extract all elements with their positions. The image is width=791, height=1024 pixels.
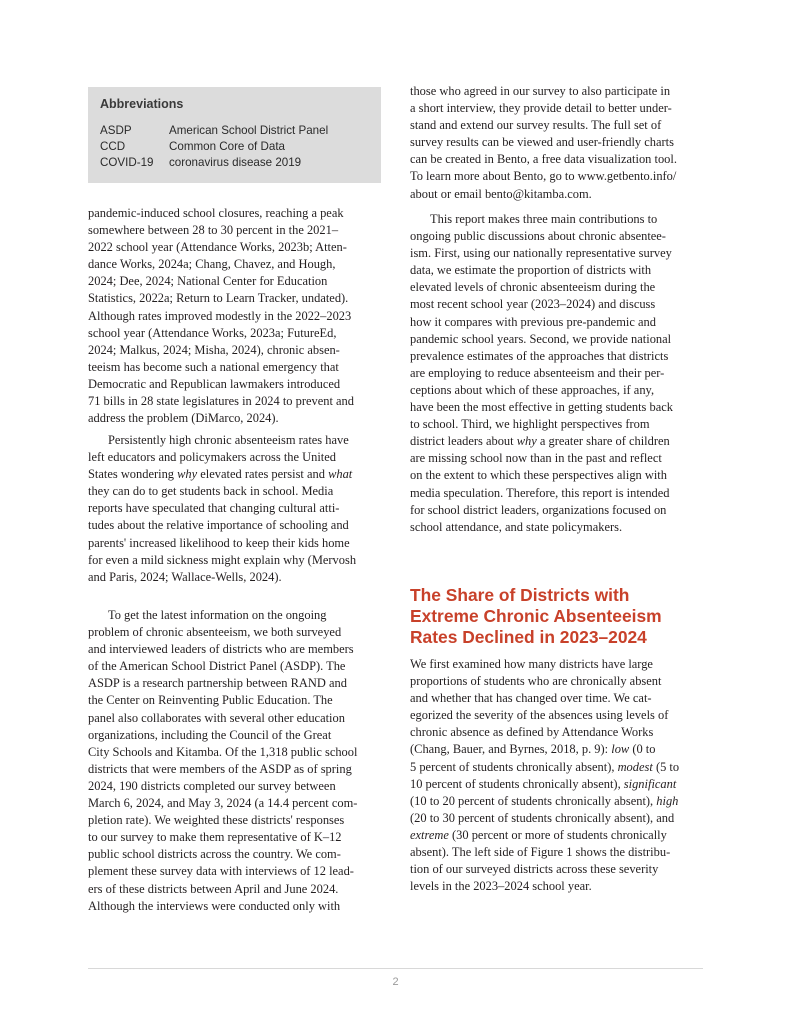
- text-line: 2024, 190 districts completed our survey between: [88, 778, 336, 793]
- text-line: for school district leaders, organizations focused on: [410, 502, 667, 517]
- text-line: absent). The left side of Figure 1 shows the distribu-: [410, 845, 671, 860]
- text-line: [410, 827, 704, 844]
- text-run: (30 percent or more of students chronically: [448, 827, 667, 842]
- abbreviation-row: [100, 156, 301, 169]
- text-line: proportions of students who are chronically absent: [410, 674, 662, 689]
- text-line: pandemic-induced school closures, reaching a peak: [88, 206, 344, 220]
- text-line: teeism has become such a national emergency that: [88, 359, 339, 374]
- text-line: City Schools and Kitamba. Of the 1,318 public school: [88, 744, 358, 759]
- text-line: public school districts across the country. We com-: [88, 847, 341, 862]
- text-line: pandemic school years. Second, we provide national: [410, 331, 672, 346]
- text-run: 5 percent of students chronically absent),: [410, 759, 618, 774]
- emphasis: modest: [617, 759, 653, 774]
- text-line: To learn more about Bento, go to www.getbento.info/: [410, 169, 677, 184]
- heading-line: The Share of Districts with: [410, 585, 630, 605]
- text-line: address the problem (DiMarco, 2024).: [88, 411, 279, 426]
- text-line: ism. First, using our nationally representative survey: [410, 246, 672, 261]
- body-paragraph: [410, 656, 704, 895]
- text-line: stand and extend our survey results. The full set of: [410, 118, 662, 133]
- text-line: [410, 776, 704, 793]
- text-line: those who agreed in our survey to also participate in: [410, 84, 671, 98]
- text-line: We first examined how many districts have large: [410, 657, 653, 671]
- text-line: a short interview, they provide detail to better under-: [410, 101, 672, 116]
- abbreviation-row: [100, 140, 285, 153]
- text-line: somewhere between 28 to 30 percent in the 2021–: [88, 223, 339, 238]
- text-line: most recent school year (2023–2024) and discuss: [410, 297, 656, 312]
- text-line: organizations, including the Council of the Great: [88, 727, 332, 742]
- text-line: panel also collaborates with several other education: [88, 710, 345, 725]
- text-line: ASDP is a research partnership between RAND and: [88, 676, 347, 691]
- body-paragraph: [410, 211, 704, 536]
- text-line: survey results can be viewed and user-friendly charts: [410, 135, 674, 150]
- text-run: (5 to: [652, 759, 680, 774]
- text-line: about or email bento@kitamba.com.: [410, 186, 592, 201]
- text-run: (0 to: [629, 742, 656, 757]
- body-paragraph: [88, 607, 382, 915]
- text-line: 71 bills in 28 state legislatures in 2024 to prevent and: [88, 394, 354, 409]
- abbreviation-definition: Common Core of Data: [169, 140, 285, 153]
- text-line: for even a mild sickness might explain why (Mervosh: [88, 552, 357, 567]
- text-line: [410, 433, 704, 450]
- text-line: Persistently high chronic absenteeism rates have: [108, 433, 349, 447]
- text-line: are missing school now than in the past and reflect: [410, 451, 662, 466]
- heading-line: Extreme Chronic Absenteeism: [410, 606, 662, 626]
- text-line: 2024; Malkus, 2024; Misha, 2024), chronic absen-: [88, 342, 340, 357]
- text-line: data, we estimate the proportion of districts with: [410, 263, 652, 278]
- text-line: ongoing public discussions about chronic absentee-: [410, 229, 666, 244]
- text-run: district leaders about: [410, 434, 517, 449]
- text-line: plement these survey data with interviews of 12 lead-: [88, 864, 354, 879]
- footer-divider: [88, 968, 703, 969]
- emphasis: high: [656, 793, 679, 808]
- text-line: are employing to reduce absenteeism and their per-: [410, 365, 665, 380]
- text-line: Statistics, 2022a; Return to Learn Tracker, undated).: [88, 291, 349, 306]
- text-line: [410, 741, 704, 758]
- text-line: can be created in Bento, a free data visualization tool.: [410, 152, 677, 167]
- emphasis: extreme: [410, 827, 449, 842]
- text-line: 2022 school year (Attendance Works, 2023b; Atten-: [88, 240, 347, 255]
- text-line: ers of these districts between April and June 2024.: [88, 881, 339, 896]
- text-line: [410, 793, 704, 810]
- text-line: chronic absence as defined by Attendance Works: [410, 725, 654, 740]
- text-line: (20 to 30 percent of students chronically absent), and: [410, 810, 675, 825]
- text-line: This report makes three main contributions to: [430, 212, 658, 226]
- text-line: ceptions about which of these approaches, if any,: [410, 382, 655, 397]
- text-line: and Paris, 2024; Wallace-Wells, 2024).: [88, 569, 282, 584]
- text-line: egorized the severity of the absences using levels of: [410, 708, 669, 723]
- abbreviations-title: Abbreviations: [100, 97, 184, 111]
- emphasis: significant: [623, 776, 677, 791]
- text-line: levels in the 2023–2024 school year.: [410, 879, 592, 894]
- text-line: parents' increased likelihood to keep their kids home: [88, 535, 350, 550]
- text-line: they can do to get students back in school. Media: [88, 484, 334, 499]
- heading-line: Rates Declined in 2023–2024: [410, 627, 647, 647]
- text-line: have been the most effective in getting students back: [410, 400, 673, 415]
- text-run: (10 to 20 percent of students chronically absent),: [410, 793, 657, 808]
- text-line: To get the latest information on the ongoing: [108, 608, 327, 622]
- text-line: on the extent to which these perspectives align with: [410, 468, 667, 483]
- text-line: [88, 466, 382, 483]
- text-run: States wondering: [88, 467, 178, 482]
- page-number: 2: [392, 976, 399, 988]
- emphasis: why: [177, 467, 198, 482]
- text-line: prevalence estimates of the approaches that districts: [410, 348, 669, 363]
- text-line: and interviewed leaders of districts who are members: [88, 642, 354, 657]
- text-line: school attendance, and state policymakers.: [410, 519, 623, 534]
- body-paragraph: [410, 83, 704, 203]
- text-line: school year (Attendance Works, 2023a; FutureEd,: [88, 325, 337, 340]
- text-line: Although rates improved modestly in the 2022–2023: [88, 308, 352, 323]
- text-run: 10 percent of students chronically absent),: [410, 776, 624, 791]
- text-line: to school. Third, we highlight perspectives from: [410, 417, 650, 432]
- text-line: the Center on Reinventing Public Education. The: [88, 693, 333, 708]
- body-paragraph: [88, 205, 382, 427]
- text-line: tion of our surveyed districts across these severity: [410, 862, 659, 877]
- text-run: (Chang, Bauer, and Byrnes, 2018, p. 9):: [410, 742, 612, 757]
- text-line: Democratic and Republican lawmakers introduced: [88, 376, 341, 391]
- abbreviation-definition: American School District Panel: [169, 124, 329, 137]
- text-line: left educators and policymakers across the United: [88, 450, 336, 465]
- text-line: media speculation. Therefore, this report is intended: [410, 485, 670, 500]
- text-line: and whether that has changed over time. We cat-: [410, 691, 652, 706]
- body-paragraph: [88, 432, 382, 586]
- text-run: a greater share of children: [536, 434, 670, 449]
- text-run: elevated rates persist and: [197, 467, 329, 482]
- abbreviation-row: [100, 124, 328, 137]
- text-line: Although the interviews were conducted only with: [88, 898, 341, 913]
- text-line: tudes about the relative importance of schooling and: [88, 518, 349, 533]
- emphasis: what: [328, 467, 353, 482]
- text-line: pletion rate). We weighted these districts' responses: [88, 813, 345, 828]
- text-line: elevated levels of chronic absenteeism during the: [410, 280, 656, 295]
- text-line: districts that were members of the ASDP as of spring: [88, 761, 352, 776]
- text-line: of the American School District Panel (ASDP). The: [88, 659, 346, 674]
- section-heading: [410, 585, 710, 648]
- text-line: reports have speculated that changing cultural atti-: [88, 501, 340, 516]
- emphasis: why: [516, 434, 537, 449]
- abbreviation-term: ASDP: [100, 124, 132, 137]
- abbreviation-term: COVID-19: [100, 156, 154, 169]
- text-line: March 6, 2024, and May 3, 2024 (a 14.4 percent com-: [88, 796, 358, 811]
- text-line: 2024; Dee, 2024; National Center for Education: [88, 274, 328, 289]
- text-line: how it compares with previous pre-pandemic and: [410, 314, 656, 329]
- emphasis: low: [611, 742, 630, 757]
- text-line: to our survey to make them representative of K–12: [88, 830, 342, 845]
- abbreviation-definition: coronavirus disease 2019: [169, 156, 302, 169]
- text-line: dance Works, 2024a; Chang, Chavez, and Hough,: [88, 257, 336, 272]
- text-line: [410, 759, 704, 776]
- abbreviation-term: CCD: [100, 140, 126, 153]
- text-line: problem of chronic absenteeism, we both surveyed: [88, 625, 342, 640]
- abbreviations-box: [88, 87, 381, 183]
